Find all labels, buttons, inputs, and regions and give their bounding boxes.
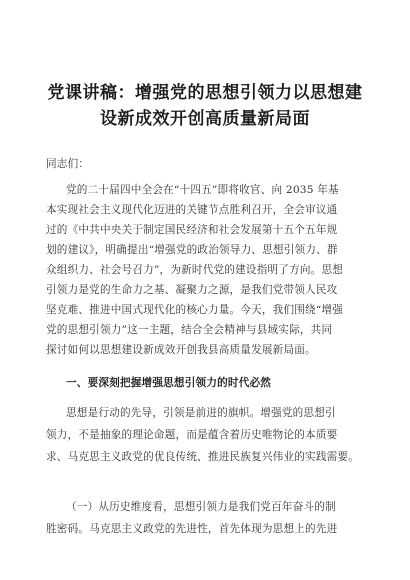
- paragraph-1-line: 坚克难、推进中国式现代化的核心力量。今天，我们围绕“增强: [46, 304, 344, 316]
- document-title-line-1: 党课讲稿：增强党的思想引领力以思想建: [47, 83, 363, 103]
- paragraph-1-line: 引领力是党的生命力之基、凝聚力之源，是我们党带领人民攻: [46, 284, 338, 296]
- paragraph-2-line: 思想是行动的先导，引领是前进的旗帜。增强党的思想引: [66, 407, 336, 419]
- paragraph-1-line: 探讨如何以思想建设新成效开创我县高质量发展新局面。: [46, 344, 316, 356]
- paragraph-1-line: 划的建议》，明确提出“增强党的政治领导力、思想引领力、群: [46, 244, 338, 256]
- paragraph-1-line: 过的《中共中央关于制定国民经济和社会发展第十五个五年规: [46, 224, 338, 236]
- document-title-line-2: 设新成效开创高质量新局面: [100, 109, 310, 129]
- paragraph-1-line: 众组织力、社会号召力”，为新时代党的建设指明了方向。思想: [46, 264, 344, 276]
- paragraph-2-line: 领力，不是抽象的理论命题，而是蕴含着历史唯物论的本质要: [46, 429, 338, 441]
- salutation: 同志们：: [46, 158, 90, 170]
- section-heading: 一、要深刻把握增强思想引领力的时代必然: [66, 377, 272, 389]
- paragraph-1-line: 党的二十届四中全会在“十四五”即将收官、向 2035 年基: [66, 184, 339, 196]
- paragraph-3-line: （一）从历史维度看，思想引领力是我们党百年奋斗的制: [66, 501, 336, 513]
- paragraph-3-line: 胜密码。马克思主义政党的先进性，首先体现为思想上的先进: [46, 523, 338, 535]
- paragraph-1-line: 党的思想引领力”这一主题，结合全会精神与县域实际，共同: [46, 324, 333, 336]
- paragraph-1-line: 本实现社会主义现代化迈进的关键节点胜利召开，全会审议通: [46, 204, 338, 216]
- paragraph-2-line: 求、马克思主义政党的优良传统、推进民族复兴伟业的实践需要。: [46, 451, 360, 463]
